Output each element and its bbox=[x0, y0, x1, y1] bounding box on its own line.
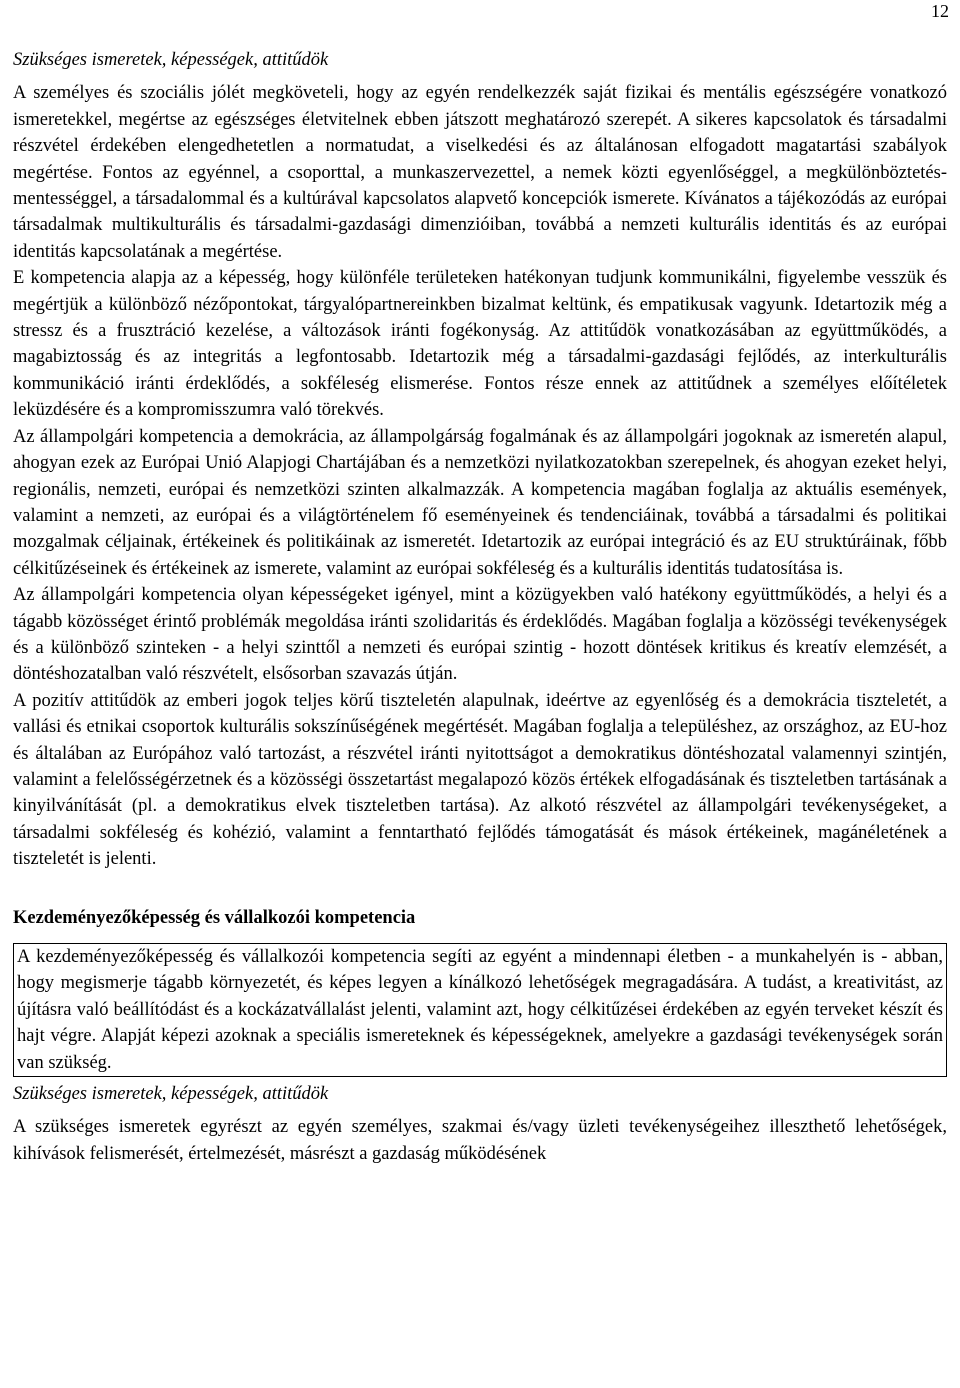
boxed-definition bbox=[13, 943, 947, 1077]
paragraph-civic-skills: Az állampolgári kompetencia olyan képességeket igényel, mint a közügyekben való hatékony együttműködés, a helyi és a tágabb közösséget érintő problémák megoldása iránti szolidaritás és érdeklődés. Magában foglalja a közösségi tevékenységek és a különböző szinteken - a helyi szinttől a nemzeti és európai szintig - hozott döntések kritikus és kreatív elemzését, a döntéshozatalban való részvételt, elsősorban szavazás útján. bbox=[13, 585, 947, 685]
paragraph-entrepreneurship-knowledge: A szükséges ismeretek egyrészt az egyén személyes, szakmai és/vagy üzleti tevékenységeihez illeszthető lehetőségek, kihívások felismerését, értelmezését, másrészt a gazdaság működésének bbox=[13, 1117, 947, 1164]
subheading-skills: Szükséges ismeretek, képességek, attitűdök bbox=[13, 50, 329, 70]
paragraph-civic-knowledge: Az állampolgári kompetencia a demokrácia, az állampolgárság fogalmának és az állampolgári jogoknak az ismeretén alapul, ahogyan ezek az Európai Unió Alapjogi Chartájában és a nemzetközi nyilatkozatokban szerepelnek, és ahogyan ezeket helyi, regionális, nemzeti, európai és nemzetközi szinten alkalmazzák. A kompetencia magában foglalja az aktuális események, valamint a nemzeti, az európai és a világtörténelem fő eseményeinek és tendenciáinak, továbbá a társadalmi és politikai mozgalmak céljainak, értékeinek és politikáinak az ismeretét. Idetartozik az európai integráció és az EU struktúráinak, főbb célkitűzéseinek és értékeinek az ismerete, valamint az európai sokféleség és a kulturális identitás tudatosítása is. bbox=[13, 426, 947, 579]
paragraph-personal-wellbeing: A személyes és szociális jólét megköveteli, hogy az egyén rendelkezzék saját fizikai és mentális egészségére vonatkozó ismeretekkel, megértse az egészséges életvitelnek ebben játszott meghatározó szerepét. A sikeres kapcsolatok és társadalmi részvétel érdekében elengedhetetlen a normatudat, a viselkedési és az általánosan elfogadott magatartási szabályok megértése. Fontos az egyénnel, a csoporttal, a munkaszervezettel, a nemek közti egyenlőséggel, a megkülönböztetés-mentességgel, a társadalommal és a kultúrával kapcsolatos alapvető koncepciók ismerete. Kívánatos a tájékozódás az európai társadalmak multikulturális és társadalmi-gazdasági dimenzióiban, továbbá a nemzeti kulturális identitás és az európai identitás kapcsolatának a megértése. bbox=[13, 83, 947, 262]
subheading-skills-2: Szükséges ismeretek, képességek, attitűdök bbox=[13, 1084, 329, 1105]
page-number: 12 bbox=[931, 1, 949, 21]
section-heading-entrepreneurship: Kezdeményezőképesség és vállalkozói kompetencia bbox=[13, 907, 416, 928]
paragraph-entrepreneurship-definition: A kezdeményezőképesség és vállalkozói kompetencia segíti az egyént a mindennapi életben - a munkahelyén is - abban, hogy megismerje tágabb környezetét, és képes legyen a kínálkozó lehetőségek megragadására. A tudást, a kreativitást, az újításra való beállítódást és a kockázatvállalást jelenti, valamint azt, hogy célkitűzései érdekében az egyén terveket készít és hajt végre. Alapját képezi azoknak a speciális ismereteknek és képességeknek, amelyekre a gazdasági tevékenységek során van szükség. bbox=[17, 947, 943, 1073]
paragraph-civic-attitudes: A pozitív attitűdök az emberi jogok teljes körű tiszteletén alapulnak, ideértve az egyenlőség és a demokrácia tiszteletét, a vallási és etnikai csoportok kulturális sokszínűségének megértését. Magában foglalja a településhez, az országhoz, az EU-hoz és általában az Európához való tartozást, a részvétel iránti nyitottságot a demokratikus döntéshozatal valamennyi szintjén, valamint a felelősségérzetnek és a közösségi összetartást megalapozó közös értékek elfogadásának és tiszteletben tartásának a kinyilvánítását (pl. a demokratikus elvek tiszteletben tartása). Az alkotó részvétel az állampolgári tevékenységeket, a társadalmi sokféleség és kohézió, valamint a fenntartható fejlődés támogatását és mások értékeinek, magánéletének a tiszteletét is jelenti. bbox=[13, 690, 947, 870]
document-body bbox=[13, 47, 947, 1167]
paragraph-communication: E kompetencia alapja az a képesség, hogy különféle területeken hatékonyan tudjunk kommunikálni, figyelembe vesszük és megértjük a különböző nézőpontokat, tárgyalópartnereinkben bizalmat keltünk, és empatikusak vagyunk. Idetartozik még a stressz és a frusztráció kezelése, a változások iránti fogékonyság. Az attitűdök vonatkozásában az együttműködés, a magabiztosság és az integritás a legfontosabb. Idetartozik még a társadalmi-gazdasági fejlődés, az interkulturális kommunikáció iránti érdeklődés, a sokféleség elismerése. Fontos része ennek az attitűdnek a személyes előítéletek leküzdésére és a kompromisszumra való törekvés. bbox=[13, 268, 947, 421]
